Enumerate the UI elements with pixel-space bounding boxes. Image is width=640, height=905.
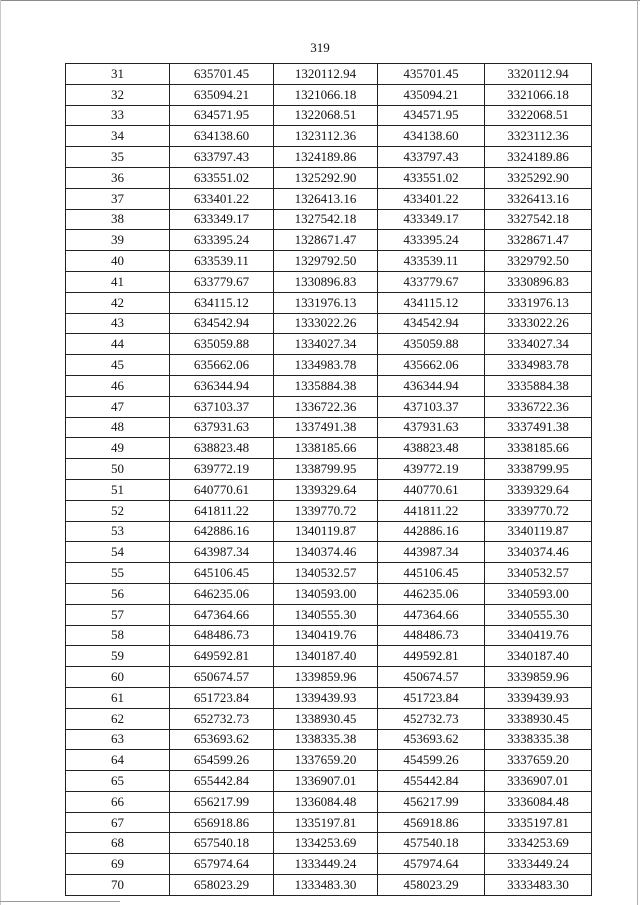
table-row <box>66 771 592 792</box>
point-number-cell: 35 <box>66 147 170 168</box>
table-row <box>66 417 592 438</box>
point-number-cell: 45 <box>66 355 170 376</box>
y-coordinate-cell: 1340532.57 <box>274 563 378 584</box>
y-local-cell: 3336084.48 <box>485 791 592 812</box>
y-local-cell: 3328671.47 <box>485 230 592 251</box>
table-row <box>66 375 592 396</box>
y-local-cell: 3340532.57 <box>485 563 592 584</box>
point-number-cell: 42 <box>66 292 170 313</box>
y-coordinate-cell: 1329792.50 <box>274 251 378 272</box>
x-coordinate-cell: 633401.22 <box>170 188 274 209</box>
y-coordinate-cell: 1328671.47 <box>274 230 378 251</box>
table-row <box>66 188 592 209</box>
x-local-cell: 433539.11 <box>378 251 485 272</box>
x-local-cell: 434571.95 <box>378 105 485 126</box>
y-local-cell: 3333022.26 <box>485 313 592 334</box>
x-local-cell: 449592.81 <box>378 646 485 667</box>
y-local-cell: 3336722.36 <box>485 396 592 417</box>
y-coordinate-cell: 1338335.38 <box>274 729 378 750</box>
y-local-cell: 3326413.16 <box>485 188 592 209</box>
y-local-cell: 3333483.30 <box>485 875 592 896</box>
y-local-cell: 3338335.38 <box>485 729 592 750</box>
x-local-cell: 434138.60 <box>378 126 485 147</box>
table-row <box>66 604 592 625</box>
x-coordinate-cell: 638823.48 <box>170 438 274 459</box>
x-local-cell: 433551.02 <box>378 167 485 188</box>
x-local-cell: 445106.45 <box>378 563 485 584</box>
table-row <box>66 313 592 334</box>
x-coordinate-cell: 634138.60 <box>170 126 274 147</box>
y-local-cell: 3334253.69 <box>485 833 592 854</box>
x-coordinate-cell: 633797.43 <box>170 147 274 168</box>
point-number-cell: 70 <box>66 875 170 896</box>
x-local-cell: 433401.22 <box>378 188 485 209</box>
table-row <box>66 84 592 105</box>
table-row <box>66 833 592 854</box>
y-local-cell: 3340419.76 <box>485 625 592 646</box>
point-number-cell: 48 <box>66 417 170 438</box>
table-row <box>66 563 592 584</box>
table-row <box>66 667 592 688</box>
y-coordinate-cell: 1331976.13 <box>274 292 378 313</box>
x-local-cell: 442886.16 <box>378 521 485 542</box>
x-coordinate-cell: 654599.26 <box>170 750 274 771</box>
x-coordinate-cell: 656918.86 <box>170 812 274 833</box>
y-coordinate-cell: 1337491.38 <box>274 417 378 438</box>
x-coordinate-cell: 639772.19 <box>170 459 274 480</box>
x-local-cell: 433797.43 <box>378 147 485 168</box>
x-coordinate-cell: 635059.88 <box>170 334 274 355</box>
point-number-cell: 36 <box>66 167 170 188</box>
point-number-cell: 65 <box>66 771 170 792</box>
y-coordinate-cell: 1326413.16 <box>274 188 378 209</box>
y-coordinate-cell: 1338185.66 <box>274 438 378 459</box>
y-local-cell: 3340593.00 <box>485 583 592 604</box>
x-local-cell: 437103.37 <box>378 396 485 417</box>
x-coordinate-cell: 633551.02 <box>170 167 274 188</box>
point-number-cell: 49 <box>66 438 170 459</box>
point-number-cell: 46 <box>66 375 170 396</box>
x-local-cell: 457540.18 <box>378 833 485 854</box>
point-number-cell: 32 <box>66 84 170 105</box>
point-number-cell: 54 <box>66 542 170 563</box>
point-number-cell: 61 <box>66 687 170 708</box>
x-local-cell: 435094.21 <box>378 84 485 105</box>
point-number-cell: 63 <box>66 729 170 750</box>
y-local-cell: 3340187.40 <box>485 646 592 667</box>
table-row <box>66 230 592 251</box>
y-coordinate-cell: 1340419.76 <box>274 625 378 646</box>
y-local-cell: 3334027.34 <box>485 334 592 355</box>
y-coordinate-cell: 1339329.64 <box>274 479 378 500</box>
y-local-cell: 3337659.20 <box>485 750 592 771</box>
table-row <box>66 791 592 812</box>
y-coordinate-cell: 1339439.93 <box>274 687 378 708</box>
point-number-cell: 53 <box>66 521 170 542</box>
y-coordinate-cell: 1339859.96 <box>274 667 378 688</box>
x-local-cell: 435701.45 <box>378 64 485 85</box>
table-row <box>66 459 592 480</box>
x-local-cell: 450674.57 <box>378 667 485 688</box>
y-coordinate-cell: 1334253.69 <box>274 833 378 854</box>
y-local-cell: 3324189.86 <box>485 147 592 168</box>
table-row <box>66 625 592 646</box>
y-coordinate-cell: 1327542.18 <box>274 209 378 230</box>
x-coordinate-cell: 645106.45 <box>170 563 274 584</box>
y-local-cell: 3334983.78 <box>485 355 592 376</box>
x-local-cell: 453693.62 <box>378 729 485 750</box>
y-coordinate-cell: 1336907.01 <box>274 771 378 792</box>
table-row <box>66 729 592 750</box>
point-number-cell: 60 <box>66 667 170 688</box>
table-row <box>66 812 592 833</box>
y-coordinate-cell: 1339770.72 <box>274 500 378 521</box>
point-number-cell: 33 <box>66 105 170 126</box>
table-row <box>66 126 592 147</box>
table-row <box>66 396 592 417</box>
y-local-cell: 3330896.83 <box>485 271 592 292</box>
point-number-cell: 52 <box>66 500 170 521</box>
y-local-cell: 3331976.13 <box>485 292 592 313</box>
y-coordinate-cell: 1334983.78 <box>274 355 378 376</box>
x-coordinate-cell: 648486.73 <box>170 625 274 646</box>
x-coordinate-cell: 658023.29 <box>170 875 274 896</box>
table-row <box>66 292 592 313</box>
y-local-cell: 3338799.95 <box>485 459 592 480</box>
y-local-cell: 3325292.90 <box>485 167 592 188</box>
point-number-cell: 51 <box>66 479 170 500</box>
x-local-cell: 455442.84 <box>378 771 485 792</box>
y-coordinate-cell: 1340119.87 <box>274 521 378 542</box>
y-coordinate-cell: 1320112.94 <box>274 64 378 85</box>
point-number-cell: 37 <box>66 188 170 209</box>
point-number-cell: 64 <box>66 750 170 771</box>
table-row <box>66 105 592 126</box>
point-number-cell: 66 <box>66 791 170 812</box>
y-local-cell: 3339329.64 <box>485 479 592 500</box>
point-number-cell: 56 <box>66 583 170 604</box>
table-row <box>66 687 592 708</box>
x-local-cell: 435662.06 <box>378 355 485 376</box>
point-number-cell: 34 <box>66 126 170 147</box>
y-local-cell: 3335884.38 <box>485 375 592 396</box>
y-local-cell: 3329792.50 <box>485 251 592 272</box>
x-local-cell: 441811.22 <box>378 500 485 521</box>
x-coordinate-cell: 650674.57 <box>170 667 274 688</box>
y-local-cell: 3339770.72 <box>485 500 592 521</box>
y-coordinate-cell: 1336722.36 <box>274 396 378 417</box>
table-row <box>66 438 592 459</box>
y-local-cell: 3336907.01 <box>485 771 592 792</box>
y-coordinate-cell: 1334027.34 <box>274 334 378 355</box>
footnote-divider <box>0 901 120 902</box>
x-coordinate-cell: 636344.94 <box>170 375 274 396</box>
table-row <box>66 646 592 667</box>
table-row <box>66 251 592 272</box>
point-number-cell: 67 <box>66 812 170 833</box>
y-coordinate-cell: 1338799.95 <box>274 459 378 480</box>
page-right-edge <box>637 0 638 905</box>
page-number: 319 <box>310 40 330 55</box>
y-coordinate-cell: 1340187.40 <box>274 646 378 667</box>
point-number-cell: 50 <box>66 459 170 480</box>
y-local-cell: 3338930.45 <box>485 708 592 729</box>
table-row <box>66 708 592 729</box>
page-top-edge <box>0 0 640 1</box>
x-coordinate-cell: 652732.73 <box>170 708 274 729</box>
y-coordinate-cell: 1333022.26 <box>274 313 378 334</box>
table-row <box>66 750 592 771</box>
page-left-edge <box>0 0 1 905</box>
x-coordinate-cell: 633395.24 <box>170 230 274 251</box>
x-local-cell: 451723.84 <box>378 687 485 708</box>
table-row <box>66 521 592 542</box>
x-local-cell: 433395.24 <box>378 230 485 251</box>
point-number-cell: 68 <box>66 833 170 854</box>
y-local-cell: 3340119.87 <box>485 521 592 542</box>
point-number-cell: 59 <box>66 646 170 667</box>
x-local-cell: 452732.73 <box>378 708 485 729</box>
point-number-cell: 57 <box>66 604 170 625</box>
point-number-cell: 40 <box>66 251 170 272</box>
x-local-cell: 440770.61 <box>378 479 485 500</box>
point-number-cell: 62 <box>66 708 170 729</box>
x-local-cell: 434115.12 <box>378 292 485 313</box>
y-local-cell: 3340374.46 <box>485 542 592 563</box>
x-coordinate-cell: 634571.95 <box>170 105 274 126</box>
point-number-cell: 69 <box>66 854 170 875</box>
x-local-cell: 443987.34 <box>378 542 485 563</box>
x-coordinate-cell: 655442.84 <box>170 771 274 792</box>
y-local-cell: 3323112.36 <box>485 126 592 147</box>
x-coordinate-cell: 633539.11 <box>170 251 274 272</box>
table-row <box>66 875 592 896</box>
x-local-cell: 439772.19 <box>378 459 485 480</box>
y-coordinate-cell: 1335884.38 <box>274 375 378 396</box>
y-local-cell: 3339859.96 <box>485 667 592 688</box>
point-number-cell: 47 <box>66 396 170 417</box>
x-coordinate-cell: 637931.63 <box>170 417 274 438</box>
y-local-cell: 3337491.38 <box>485 417 592 438</box>
y-coordinate-cell: 1321066.18 <box>274 84 378 105</box>
table-row <box>66 542 592 563</box>
point-number-cell: 39 <box>66 230 170 251</box>
x-coordinate-cell: 640770.61 <box>170 479 274 500</box>
point-number-cell: 55 <box>66 563 170 584</box>
table-row <box>66 500 592 521</box>
y-coordinate-cell: 1322068.51 <box>274 105 378 126</box>
y-coordinate-cell: 1325292.90 <box>274 167 378 188</box>
y-local-cell: 3335197.81 <box>485 812 592 833</box>
point-number-cell: 43 <box>66 313 170 334</box>
point-number-cell: 38 <box>66 209 170 230</box>
point-number-cell: 41 <box>66 271 170 292</box>
y-local-cell: 3321066.18 <box>485 84 592 105</box>
table-row <box>66 355 592 376</box>
table-row <box>66 271 592 292</box>
y-coordinate-cell: 1340555.30 <box>274 604 378 625</box>
y-coordinate-cell: 1333449.24 <box>274 854 378 875</box>
y-coordinate-cell: 1323112.36 <box>274 126 378 147</box>
y-coordinate-cell: 1324189.86 <box>274 147 378 168</box>
x-coordinate-cell: 637103.37 <box>170 396 274 417</box>
x-coordinate-cell: 634542.94 <box>170 313 274 334</box>
x-coordinate-cell: 635094.21 <box>170 84 274 105</box>
y-local-cell: 3338185.66 <box>485 438 592 459</box>
x-local-cell: 456217.99 <box>378 791 485 812</box>
x-local-cell: 435059.88 <box>378 334 485 355</box>
x-local-cell: 433779.67 <box>378 271 485 292</box>
point-number-cell: 58 <box>66 625 170 646</box>
x-coordinate-cell: 633779.67 <box>170 271 274 292</box>
x-local-cell: 437931.63 <box>378 417 485 438</box>
x-coordinate-cell: 633349.17 <box>170 209 274 230</box>
x-coordinate-cell: 657540.18 <box>170 833 274 854</box>
table-row <box>66 334 592 355</box>
y-coordinate-cell: 1340593.00 <box>274 583 378 604</box>
coordinates-table <box>65 63 592 896</box>
y-local-cell: 3333449.24 <box>485 854 592 875</box>
x-local-cell: 447364.66 <box>378 604 485 625</box>
y-local-cell: 3339439.93 <box>485 687 592 708</box>
y-local-cell: 3322068.51 <box>485 105 592 126</box>
x-coordinate-cell: 634115.12 <box>170 292 274 313</box>
table-row <box>66 147 592 168</box>
x-local-cell: 456918.86 <box>378 812 485 833</box>
x-local-cell: 433349.17 <box>378 209 485 230</box>
x-local-cell: 457974.64 <box>378 854 485 875</box>
x-coordinate-cell: 642886.16 <box>170 521 274 542</box>
y-coordinate-cell: 1333483.30 <box>274 875 378 896</box>
x-local-cell: 436344.94 <box>378 375 485 396</box>
x-coordinate-cell: 656217.99 <box>170 791 274 812</box>
x-coordinate-cell: 646235.06 <box>170 583 274 604</box>
x-local-cell: 454599.26 <box>378 750 485 771</box>
x-local-cell: 438823.48 <box>378 438 485 459</box>
y-coordinate-cell: 1337659.20 <box>274 750 378 771</box>
y-coordinate-cell: 1340374.46 <box>274 542 378 563</box>
x-coordinate-cell: 653693.62 <box>170 729 274 750</box>
point-number-cell: 44 <box>66 334 170 355</box>
table-row <box>66 209 592 230</box>
x-coordinate-cell: 657974.64 <box>170 854 274 875</box>
y-local-cell: 3340555.30 <box>485 604 592 625</box>
table-row <box>66 479 592 500</box>
x-local-cell: 446235.06 <box>378 583 485 604</box>
x-coordinate-cell: 641811.22 <box>170 500 274 521</box>
x-local-cell: 448486.73 <box>378 625 485 646</box>
x-coordinate-cell: 635701.45 <box>170 64 274 85</box>
y-coordinate-cell: 1336084.48 <box>274 791 378 812</box>
y-coordinate-cell: 1338930.45 <box>274 708 378 729</box>
x-coordinate-cell: 643987.34 <box>170 542 274 563</box>
x-local-cell: 458023.29 <box>378 875 485 896</box>
table-row <box>66 583 592 604</box>
x-local-cell: 434542.94 <box>378 313 485 334</box>
y-coordinate-cell: 1335197.81 <box>274 812 378 833</box>
y-local-cell: 3320112.94 <box>485 64 592 85</box>
point-number-cell: 31 <box>66 64 170 85</box>
y-local-cell: 3327542.18 <box>485 209 592 230</box>
x-coordinate-cell: 649592.81 <box>170 646 274 667</box>
table-row <box>66 64 592 85</box>
x-coordinate-cell: 647364.66 <box>170 604 274 625</box>
coordinates-table-body <box>66 64 592 896</box>
table-row <box>66 854 592 875</box>
y-coordinate-cell: 1330896.83 <box>274 271 378 292</box>
x-coordinate-cell: 651723.84 <box>170 687 274 708</box>
table-row <box>66 167 592 188</box>
x-coordinate-cell: 635662.06 <box>170 355 274 376</box>
